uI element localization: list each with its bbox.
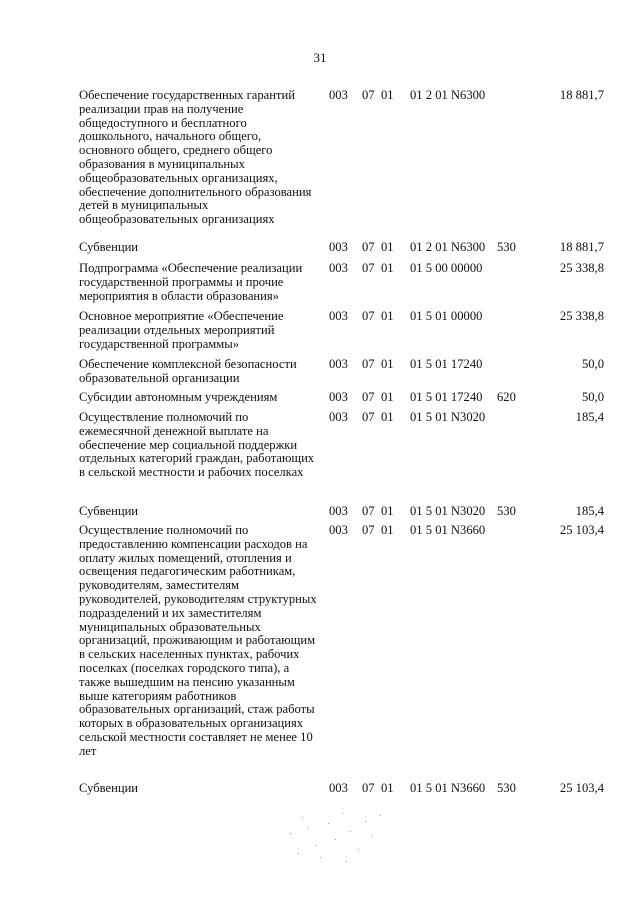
row-target-code: 01 5 01 N3660 bbox=[410, 781, 486, 795]
row-name: Субвенции bbox=[79, 240, 139, 254]
row-subsection: 01 bbox=[381, 357, 394, 371]
row-amount: 18 881,7 bbox=[559, 240, 604, 254]
row-section: 07 bbox=[362, 309, 375, 323]
row-section: 07 bbox=[362, 504, 375, 518]
row-section: 07 bbox=[362, 357, 375, 371]
row-section: 07 bbox=[362, 781, 375, 795]
row-expense-type: 620 bbox=[497, 390, 516, 404]
row-subsection: 01 bbox=[381, 261, 394, 275]
row-subsection: 01 bbox=[381, 410, 394, 424]
row-admin-code: 003 bbox=[329, 523, 348, 537]
row-amount: 25 103,4 bbox=[559, 781, 604, 795]
row-section: 07 bbox=[362, 261, 375, 275]
row-subsection: 01 bbox=[381, 390, 394, 404]
row-admin-code: 003 bbox=[329, 410, 348, 424]
row-target-code: 01 2 01 N6300 bbox=[410, 88, 486, 102]
row-name: Субвенции bbox=[79, 781, 139, 795]
row-admin-code: 003 bbox=[329, 357, 348, 371]
row-section: 07 bbox=[362, 523, 375, 537]
row-name: Осуществление полномочий по предоставлению компенсации расходов на оплату жилых помещений, отопления и освещения педагогическим работникам, руководителям, заместителям руководителей, руководителям структурных подразделений и их заместителям муниципальных образовательных организаций, проживающим и работающим в сельских населенных пунктах, рабочих поселках (поселках городского типа), а также вышедшим на пенсию указанным выше категориям работников образовательных организаций, стаж работы которых в образовательных организациях сельской местности составляет не менее 10 лет bbox=[79, 523, 317, 758]
page-number: 31 bbox=[313, 50, 327, 65]
row-subsection: 01 bbox=[381, 309, 394, 323]
row-target-code: 01 5 00 00000 bbox=[410, 261, 483, 275]
row-admin-code: 003 bbox=[329, 504, 348, 518]
row-admin-code: 003 bbox=[329, 309, 348, 323]
row-subsection: 01 bbox=[381, 781, 394, 795]
row-expense-type: 530 bbox=[497, 240, 516, 254]
row-amount: 185,4 bbox=[575, 504, 604, 518]
row-section: 07 bbox=[362, 390, 375, 404]
row-subsection: 01 bbox=[381, 88, 394, 102]
row-expense-type: 530 bbox=[497, 781, 516, 795]
row-target-code: 01 5 01 N3020 bbox=[410, 504, 486, 518]
row-expense-type: 530 bbox=[497, 504, 516, 518]
row-name: Субвенции bbox=[79, 504, 139, 518]
row-admin-code: 003 bbox=[329, 240, 348, 254]
row-name: Осуществление полномочий по ежемесячной денежной выплате на обеспечение мер социальной поддержки отдельных категорий граждан, работающих в сельской местности и рабочих поселках bbox=[79, 410, 315, 480]
row-name: Основное мероприятие «Обеспечение реализации отдельных мероприятий государственной программы» bbox=[79, 309, 284, 351]
row-target-code: 01 5 01 17240 bbox=[410, 357, 483, 371]
row-section: 07 bbox=[362, 240, 375, 254]
row-target-code: 01 2 01 N6300 bbox=[410, 240, 486, 254]
row-amount: 185,4 bbox=[575, 410, 604, 424]
row-name: Обеспечение государственных гарантий реализации прав на получение общедоступного и бесплатного дошкольного, начального общего, основного общего, среднего общего образования в муниципальных общеобразовательных организациях, обеспечение дополнительного образования детей в муниципальных общеобразовательных организациях bbox=[79, 88, 312, 227]
row-admin-code: 003 bbox=[329, 88, 348, 102]
row-target-code: 01 5 01 N3660 bbox=[410, 523, 486, 537]
row-amount: 25 103,4 bbox=[559, 523, 604, 537]
row-subsection: 01 bbox=[381, 240, 394, 254]
row-amount: 50,0 bbox=[581, 390, 604, 404]
row-subsection: 01 bbox=[381, 504, 394, 518]
row-name: Подпрограмма «Обеспечение реализации государственной программы и прочие мероприятия в области образования» bbox=[79, 261, 303, 303]
row-name: Субсидии автономным учреждениям bbox=[79, 390, 278, 404]
row-name: Обеспечение комплексной безопасности образовательной организации bbox=[79, 357, 297, 385]
scan-noise bbox=[280, 805, 400, 875]
row-section: 07 bbox=[362, 410, 375, 424]
row-admin-code: 003 bbox=[329, 781, 348, 795]
row-target-code: 01 5 01 00000 bbox=[410, 309, 483, 323]
row-admin-code: 003 bbox=[329, 261, 348, 275]
row-subsection: 01 bbox=[381, 523, 394, 537]
row-target-code: 01 5 01 N3020 bbox=[410, 410, 486, 424]
row-amount: 25 338,8 bbox=[559, 309, 604, 323]
row-section: 07 bbox=[362, 88, 375, 102]
row-amount: 18 881,7 bbox=[559, 88, 604, 102]
row-amount: 25 338,8 bbox=[559, 261, 604, 275]
row-admin-code: 003 bbox=[329, 390, 348, 404]
row-amount: 50,0 bbox=[581, 357, 604, 371]
row-target-code: 01 5 01 17240 bbox=[410, 390, 483, 404]
